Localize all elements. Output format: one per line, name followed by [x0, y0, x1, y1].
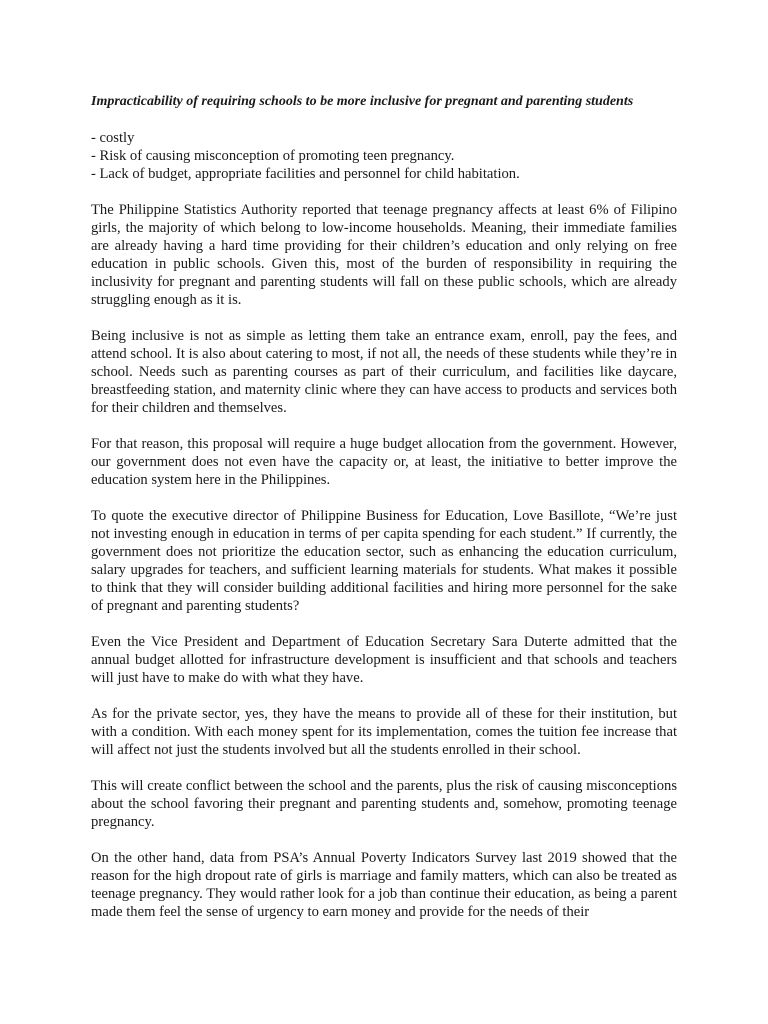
document-title: Impracticability of requiring schools to be more inclusive for pregnant and parenting students — [91, 94, 634, 109]
paragraph: Being inclusive is not as simple as letting them take an entrance exam, enroll, pay the fees, and attend school. It is also about catering to most, if not all, the needs of these students while they’re in school. Needs such as parenting courses as part of their curriculum, and facilities like daycare, breastfeeding station, and maternity clinic where they can have access to products and services both for their children and themselves. — [91, 328, 677, 416]
bullet-item: - Risk of causing misconception of promoting teen pregnancy. — [91, 148, 455, 164]
document-body — [91, 93, 677, 939]
bullet-item: - Lack of budget, appropriate facilities and personnel for child habitation. — [91, 166, 520, 182]
paragraph: The Philippine Statistics Authority reported that teenage pregnancy affects at least 6% of Filipino girls, the majority of which belong to low-income households. Meaning, their immediate families are already having a hard time providing for their children’s education and only relying on free education in public schools. Given this, most of the burden of responsibility in requiring the inclusivity for pregnant and parenting students will fall on these public schools, which are already struggling enough as it is. — [91, 202, 677, 308]
paragraph: As for the private sector, yes, they have the means to provide all of these for their institution, but with a condition. With each money spent for its implementation, comes the tuition fee increase that will affect not just the students involved but all the students enrolled in their school. — [91, 706, 677, 758]
bullet-list — [91, 129, 677, 183]
paragraph: This will create conflict between the school and the parents, plus the risk of causing misconceptions about the school favoring their pregnant and parenting students and, somehow, promoting teenage pregnancy. — [91, 778, 677, 830]
paragraph: For that reason, this proposal will require a huge budget allocation from the government. However, our government does not even have the capacity or, at least, the initiative to better improve the education system here in the Philippines. — [91, 436, 677, 488]
paragraph: Even the Vice President and Department of Education Secretary Sara Duterte admitted that the annual budget allotted for infrastructure development is insufficient and that schools and teachers will just have to make do with what they have. — [91, 634, 677, 686]
paragraph: On the other hand, data from PSA’s Annual Poverty Indicators Survey last 2019 showed that the reason for the high dropout rate of girls is marriage and family matters, which can also be treated as teenage pregnancy. They would rather look for a job than continue their education, as being a parent made them feel the sense of urgency to earn money and provide for the needs of their — [91, 850, 677, 920]
paragraph: To quote the executive director of Philippine Business for Education, Love Basillote, “We’re just not investing enough in education in terms of per capita spending for each student.” If currently, the government does not prioritize the education sector, such as enhancing the education curriculum, salary upgrades for teachers, and sufficient learning materials for students. What makes it possible to think that they will consider building additional facilities and hiring more personnel for the sake of pregnant and parenting students? — [91, 508, 677, 614]
bullet-item: - costly — [91, 130, 135, 146]
